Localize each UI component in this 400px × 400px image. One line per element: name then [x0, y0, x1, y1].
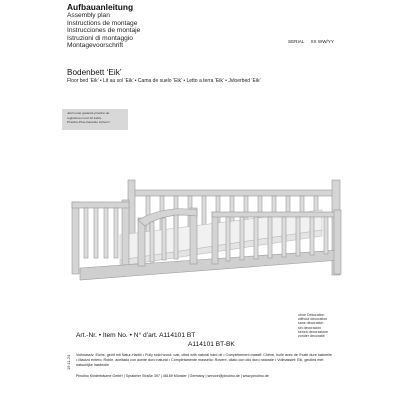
title-dutch: Montagevoorschrift — [67, 42, 124, 50]
company-footer: Pinolino Kinderträume GmbH | Sprakeler Straße 397 | 48159 Münster | Germany | service@pinolino.de | www.pinolino.de — [76, 374, 269, 378]
decoration-note — [298, 313, 328, 338]
title-english: Assembly plan — [67, 12, 110, 19]
title-french: Instructions de montage — [67, 19, 138, 27]
badge-line-2: registrieren und 10 Jahre — [67, 115, 102, 120]
article-number-variant: A114101 BT-BK — [188, 341, 235, 348]
decoration-note-en: without decoration — [298, 317, 328, 322]
decoration-note-de: ohne Dekoration — [298, 313, 325, 317]
title-german: Aufbauanleitung — [67, 2, 134, 12]
floor-bed-illustration — [60, 150, 350, 320]
product-name: Bodenbett ‘Eik’ — [67, 68, 122, 77]
material-description: Vollmassiv: Eiche, geölt mit Natur-Hartöl • Fully solid wood: oak, oiled with natural hard oil • Complètement massif: Chêne, huilé avec de l’huile dure naturelle • Macizo entero: Roble, aceitado con aceite duro natural • Completamente massello: Rovere, oliato con olio duro naturale • Volmassief: Eik, geolied met natuurlijke hardeolie — [76, 353, 332, 368]
decoration-note-nl: zonder decoratie — [298, 334, 325, 339]
article-number: Art.-Nr. • Item No. • N° d’art. A114101 BT — [76, 332, 196, 339]
decoration-note-it: senza decorazione — [298, 329, 329, 334]
product-subtitle: Floor bed ‘Eik’ • Lit au sol ‘Eik’ • Cama de suelo ‘Eik’ • Letto a terra ‘Eik’ • Jvloerbed ‘Eik’ — [67, 78, 261, 84]
guarantee-badge — [62, 109, 128, 130]
product-heading — [67, 68, 261, 84]
title-italian: Istruzioni di montaggio — [67, 34, 133, 42]
decoration-note-es: sin decoración — [298, 325, 322, 330]
serial-label: SERIAL — [288, 39, 305, 44]
decoration-note-fr: sans décoration — [298, 321, 324, 326]
badge-line-3: Pinolino-Plus-Garantie sichern! — [67, 120, 110, 124]
serial-field — [288, 39, 334, 44]
document-titles — [67, 2, 140, 50]
badge-line-1: Jetzt unter garantie.pinolino.de — [67, 111, 110, 115]
title-spanish: Instrucciones de montaje — [67, 27, 141, 35]
serial-value: XX WW/YY — [310, 39, 334, 44]
date-code: 19.11.24 — [66, 354, 71, 370]
